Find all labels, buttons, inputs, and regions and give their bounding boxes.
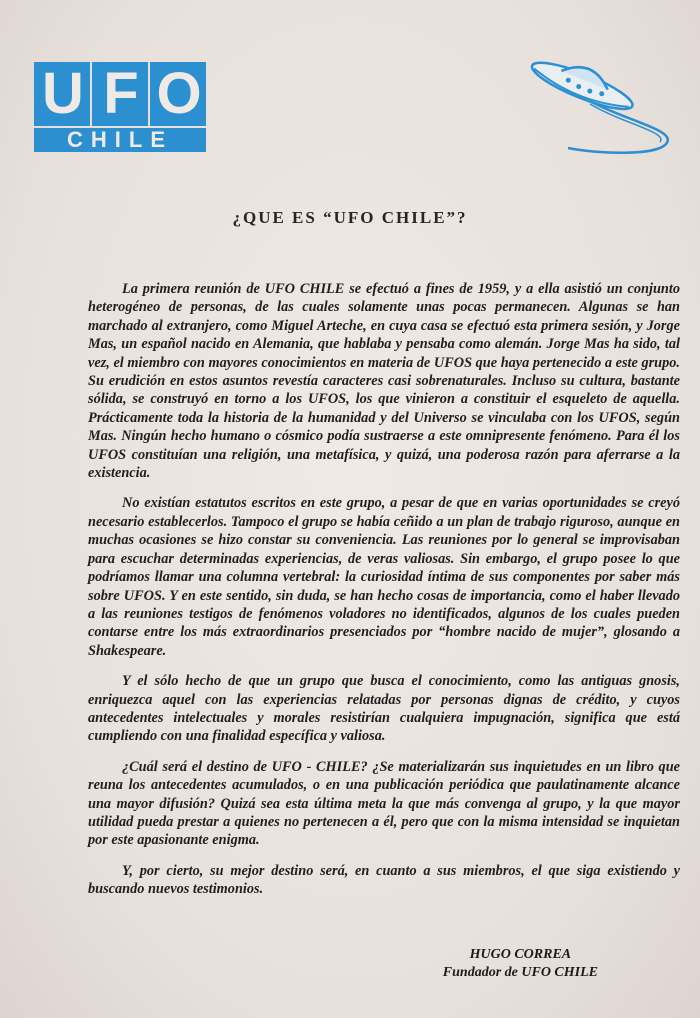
author-name: HUGO CORREA: [469, 947, 572, 962]
paragraph-1: La primera reunión de UFO CHILE se efectuó a fines de 1959, y a ella asistió un conjunto heterogéneo de personas, de las cuales solamente unas pocas permanecen. Algunas se han marchado al extranjero, como Miguel Arteche, en cuya casa se efectuó esta primera sesión, y Jorge Mas, un español nacido en Alemania, que hablaba y pensaba como alemán. Jorge Mas ha sido, tal vez, el miembro con mayores conocimientos en materia de UFOS que haya pertenecido a este grupo. Su erudición en estos asuntos revestía caracteres casi sobrenaturales. Incluso su cultura, bastante sólida, se construyó en torno a los UFOS, los que vinieron a constituir el esqueleto de aquella. Prácticamente toda la historia de la humanidad y del Universo se vinculaba con los UFOS, según Mas. Ningún hecho humano o cósmico podía sustraerse a este omnipresente fenómeno. Para él los UFOS constituían una religión, una metafísica, y quizá, una poderosa razón para aferrarse a la existencia.: [88, 281, 680, 482]
author-role: Fundador de UFO CHILE: [442, 965, 598, 980]
paragraph-4: ¿Cuál será el destino de UFO - CHILE? ¿Se materializarán sus inquietudes en un libro que reuna los antecedentes acumulados, o en una publicación periódica que paulatinamente alcance una mayor difusión? Quizá sea esta última meta la que más convenga al grupo, y la que mayor utilidad pueda prestar a quienes no pertenecen a él, pero que con la misma intensidad se inquietan por este apasionante enigma.: [88, 758, 680, 849]
paragraph-2: No existían estatutos escritos en este grupo, a pesar de que en varias oportunidades se creyó necesario establecerlos. Tampoco el grupo se había ceñido a un plan de trabajo riguroso, aunque en muchas ocasiones se hizo constar su conveniencia. Las reuniones por lo general se improvisaban para escuchar determinadas experiencias, de veras valiosas. Sin embargo, el grupo posee lo que podríamos llamar una columna vertebral: la curiosidad íntima de sus componentes por saber más sobre UFOS. Y en este sentido, sin duda, se han hecho cosas de importancia, como el haber llevado a las reuniones testigos de fenómenos voladores no identificados, algunos de los cuales pueden contarse entre los más extraordinarios presenciados por “hombre nacido de mujer”, glosando a Shakespeare.: [88, 495, 680, 659]
flying-saucer-icon: [528, 52, 674, 158]
logo-letter-f: F: [92, 62, 148, 126]
signature-block: [443, 946, 598, 982]
paragraph-3: Y el sólo hecho de que un grupo que busca el conocimiento, como las antiguas gnosis, enriquezca aquel con las experiencias relatadas por personas dignas de crédito, y cuyos antecedentes intelectuales y morales resistirían cualquiera impugnación, significa que está cumpliendo con una finalidad específica y valiosa.: [88, 673, 680, 745]
paragraph-5: Y, por cierto, su mejor destino será, en cuanto a sus miembros, el que siga existiendo y buscando nuevos testimonios.: [88, 862, 680, 898]
logo-wordmark: [34, 62, 206, 126]
ufo-chile-logo: [34, 62, 206, 154]
article-body: [88, 280, 680, 911]
page-title: ¿QUE ES “UFO CHILE”?: [232, 208, 468, 227]
logo-subtitle: CHILE: [34, 128, 206, 152]
logo-letter-o: O: [150, 62, 206, 126]
logo-letter-u: U: [34, 62, 90, 126]
